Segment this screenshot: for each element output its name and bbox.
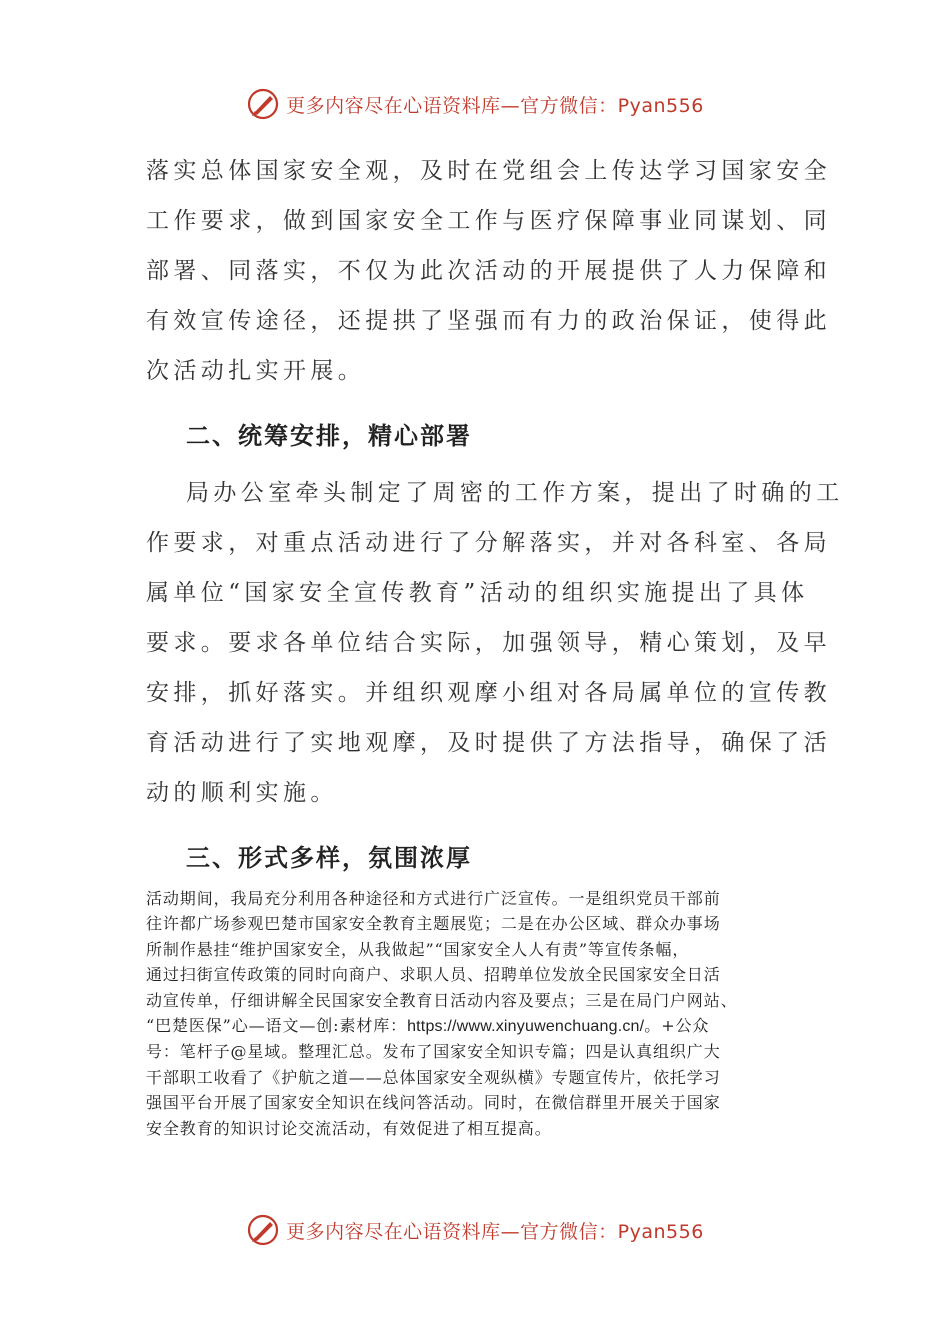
watermark-banner-top [0,86,950,122]
text-line: 有效宣传途径，还提拱了坚强而有力的政治保证，使得此 [146,308,831,334]
banner-main-text: 更多内容尽在心语资料库 [286,94,501,117]
text-line: 动宣传单，仔细讲解全民国家安全教育日活动内容及要点；三是在局门户网站、 [146,990,738,1010]
website-url: https://www.xinyuwenchuang.cn/ [407,1018,645,1036]
text-line-with-url [146,1013,810,1039]
text-line: 部署、同落实，不仅为此次活动的开展提供了人力保障和 [146,258,831,284]
text-line: 要求。要求各单位结合实际，加强领导，精心策划，及早 [146,630,831,656]
line-prefix: “巴楚医保”心—语文—创:素材库： [146,1016,408,1036]
text-line: 号：笔杆子@星域。整理汇总。发布了国家安全知识专篇；四是认真组织广大 [146,1042,721,1062]
text-line: 属单位“国家安全宣传教育”活动的组织实施提出了具体 [146,580,809,606]
pen-logo-icon [246,87,280,121]
text-line: 落实总体国家安全观，及时在党组会上传达学习国家安全 [146,158,831,184]
watermark-banner-bottom [0,1212,950,1248]
banner-sub-text: —官方微信：Pyan556 [500,1220,704,1243]
text-line: 活动期间，我局充分利用各种途径和方式进行广泛宣传。一是组织党员干部前 [146,889,721,908]
text-line: 工作要求，做到国家安全工作与医疗保障事业同谋划、同 [146,208,831,234]
section-heading-3: 三、形式多样，氛围浓厚 [186,844,472,872]
pen-logo-icon [246,1213,280,1247]
banner-main-text: 更多内容尽在心语资料库 [286,1220,501,1243]
text-line: 次活动扎实开展。 [146,358,366,384]
banner-sub-text: —官方微信：Pyan556 [500,94,704,117]
section-heading-2: 二、统筹安排，精心部署 [186,422,472,450]
text-line: 往许都广场参观巴楚市国家安全教育主题展览；二是在办公区域、群众办事场 [146,914,721,934]
text-line: 局办公室牵头制定了周密的工作方案，提出了时确的工 [186,480,844,506]
line-suffix: 。+公众 [644,1016,710,1036]
paragraph-activities [146,886,810,1141]
text-line: 动的顺利实施。 [146,780,338,806]
text-line: 安全教育的知识讨论交流活动，有效促进了相互提高。 [146,1118,552,1138]
text-line: 干部职工收看了《护航之道——总体国家安全观纵横》专题宣传片，依托学习 [146,1067,721,1087]
text-line: 所制作悬挂“维护国家安全，从我做起”“国家安全人人有责”等宣传条幅， [146,939,690,959]
text-line: 通过扫街宣传政策的同时向商户、求职人员、招聘单位发放全民国家安全日活 [146,965,721,985]
text-line: 安排，抓好落实。并组织观摩小组对各局属单位的宣传教 [146,680,831,706]
text-line: 育活动进行了实地观摩，及时提供了方法指导，确保了活 [146,730,831,756]
paragraph-intro [146,146,831,396]
text-line: 作要求，对重点活动进行了分解落实，并对各科室、各局 [146,530,831,556]
text-line: 强国平台开展了国家安全知识在线问答活动。同时，在微信群里开展关于国家 [146,1093,721,1113]
paragraph-deployment [146,468,844,818]
